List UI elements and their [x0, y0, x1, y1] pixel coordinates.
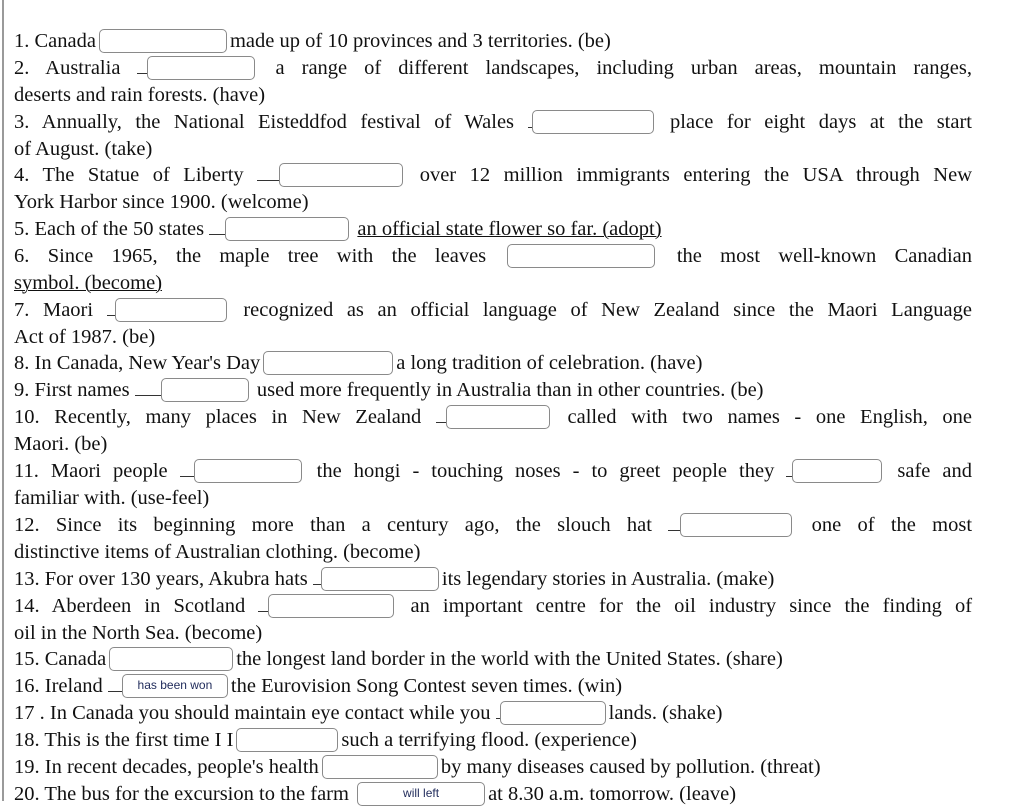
item-10-line-1 [14, 404, 972, 431]
item-8-line-1 [14, 350, 972, 377]
item-17-text: 17 . In Canada you should maintain eye contact while you [14, 702, 491, 724]
item-1-line-1 [14, 28, 972, 55]
item-20-line-1 [14, 781, 972, 808]
item-6-text: 6. Since 1965, the maple tree with the leaves [14, 245, 487, 267]
item-1-text: made up of 10 provinces and 3 territories. (be) [229, 30, 611, 52]
item-1-text: 1. Canada [14, 30, 96, 52]
answer-box-6[interactable] [507, 244, 655, 268]
item-3-line-2 [14, 136, 972, 163]
item-8-text: 8. In Canada, New Year's Day [14, 352, 261, 374]
answer-box-20[interactable]: will left [357, 782, 485, 806]
item-12-text: distinctive items of Australian clothing. (become) [14, 541, 421, 563]
answer-box-3[interactable] [532, 110, 654, 134]
item-11-text: the hongi - touching noses - to greet people they [316, 460, 775, 482]
item-9-text: 9. First names [14, 379, 130, 401]
item-12-line-1 [14, 512, 972, 539]
item-7-text: Act of 1987. (be) [14, 326, 156, 348]
answer-box-1[interactable] [99, 29, 227, 53]
item-3-line-1 [14, 109, 972, 136]
item-4-line-2 [14, 189, 972, 216]
answer-box-9[interactable] [161, 378, 249, 402]
answer-box-18[interactable] [236, 728, 338, 752]
item-18-text: such a terrifying flood. (experience) [341, 729, 637, 751]
item-15-text: the longest land border in the world with the United States. (share) [236, 648, 783, 670]
answer-box-17[interactable] [500, 701, 606, 725]
item-2-line-1 [14, 55, 972, 82]
item-19-text: 19. In recent decades, people's health [14, 756, 319, 778]
item-6-line-2 [14, 270, 972, 297]
item-20-text: 20. The bus for the excursion to the farm [14, 783, 349, 805]
item-9-text: used more frequently in Australia than in other countries. (be) [256, 379, 764, 401]
page-edge [2, 0, 4, 801]
item-14-text: 14. Aberdeen in Scotland [14, 595, 246, 617]
item-20-text: at 8.30 a.m. tomorrow. (leave) [488, 783, 737, 805]
item-7-text: recognized as an official language of New Zealand since the Maori Language [243, 299, 973, 321]
item-12-line-2 [14, 539, 972, 566]
answer-box-8[interactable] [263, 351, 393, 375]
item-4-text: York Harbor since 1900. (welcome) [14, 191, 309, 213]
answer-box-7[interactable] [115, 298, 227, 322]
item-14-text: an important centre for the oil industry since the finding of [410, 595, 973, 617]
answer-box-5[interactable] [225, 217, 349, 241]
item-3-text: place for eight days at the start [670, 111, 972, 133]
item-7-line-1 [14, 297, 972, 324]
answer-box-2[interactable] [147, 56, 255, 80]
answer-box-4[interactable] [279, 163, 403, 187]
item-15-line-1 [14, 646, 972, 673]
item-19-line-1 [14, 754, 972, 781]
item-5-text: 5. Each of the 50 states [14, 218, 205, 240]
item-11-text: safe and [897, 460, 973, 482]
item-2-text: a range of different landscapes, including urban areas, mountain ranges, [275, 57, 972, 79]
item-10-text: Maori. (be) [14, 433, 108, 455]
item-12-text: one of the most [811, 514, 973, 536]
item-10-line-2 [14, 431, 972, 458]
item-13-line-1 [14, 566, 972, 593]
item-7-text: 7. Maori [14, 299, 94, 321]
item-11-line-1 [14, 458, 972, 485]
item-10-text: called with two names - one English, one [567, 406, 973, 428]
answer-box-11a[interactable] [194, 459, 302, 483]
answer-box-16[interactable]: has been won [122, 674, 228, 698]
answer-box-19[interactable] [322, 755, 438, 779]
item-6-text: the most well-known Canadian [676, 245, 973, 267]
answer-box-13[interactable] [321, 567, 439, 591]
answer-box-15[interactable] [109, 647, 233, 671]
item-3-text: of August. (take) [14, 138, 153, 160]
item-16-line-1 [14, 673, 972, 700]
item-6-line-1 [14, 243, 972, 270]
item-16-text: 16. Ireland [14, 675, 103, 697]
item-8-text: a long tradition of celebration. (have) [396, 352, 703, 374]
item-17-text: lands. (shake) [608, 702, 723, 724]
item-2-text: deserts and rain forests. (have) [14, 84, 266, 106]
item-18-text: 18. This is the first time I I [14, 729, 234, 751]
answer-box-10[interactable] [446, 405, 550, 429]
item-19-text: by many diseases caused by pollution. (threat) [440, 756, 821, 778]
item-10-text: 10. Recently, many places in New Zealand [14, 406, 422, 428]
item-11-text: familiar with. (use-feel) [14, 487, 210, 509]
item-3-text: 3. Annually, the National Eisteddfod festival of Wales [14, 111, 515, 133]
answer-box-11b[interactable] [792, 459, 882, 483]
item-14-text: oil in the North Sea. (become) [14, 622, 263, 644]
item-6-text: symbol. (become) [14, 272, 163, 294]
item-15-text: 15. Canada [14, 648, 107, 670]
item-16-text: the Eurovision Song Contest seven times. (win) [230, 675, 623, 697]
item-7-line-2 [14, 324, 972, 351]
item-13-text: 13. For over 130 years, Akubra hats [14, 568, 308, 590]
item-17-line-1 [14, 700, 972, 727]
item-14-line-1 [14, 593, 972, 620]
item-4-text: 4. The Statue of Liberty [14, 164, 244, 186]
item-2-line-2 [14, 82, 972, 109]
item-12-text: 12. Since its beginning more than a century ago, the slouch hat [14, 514, 652, 536]
item-18-line-1 [14, 727, 972, 754]
item-4-line-1 [14, 162, 972, 189]
item-4-text: over 12 million immigrants entering the USA through New [419, 164, 973, 186]
answer-box-12[interactable] [680, 513, 792, 537]
answer-box-14[interactable] [268, 594, 394, 618]
item-2-text: 2. Australia [14, 57, 121, 79]
item-5-text: an official state flower so far. (adopt) [357, 218, 662, 240]
item-5-line-1 [14, 216, 972, 243]
item-9-line-1 [14, 377, 972, 404]
item-13-text: its legendary stories in Australia. (make) [441, 568, 775, 590]
item-14-line-2 [14, 620, 972, 647]
item-11-text: 11. Maori people [14, 460, 168, 482]
item-11-line-2 [14, 485, 972, 512]
